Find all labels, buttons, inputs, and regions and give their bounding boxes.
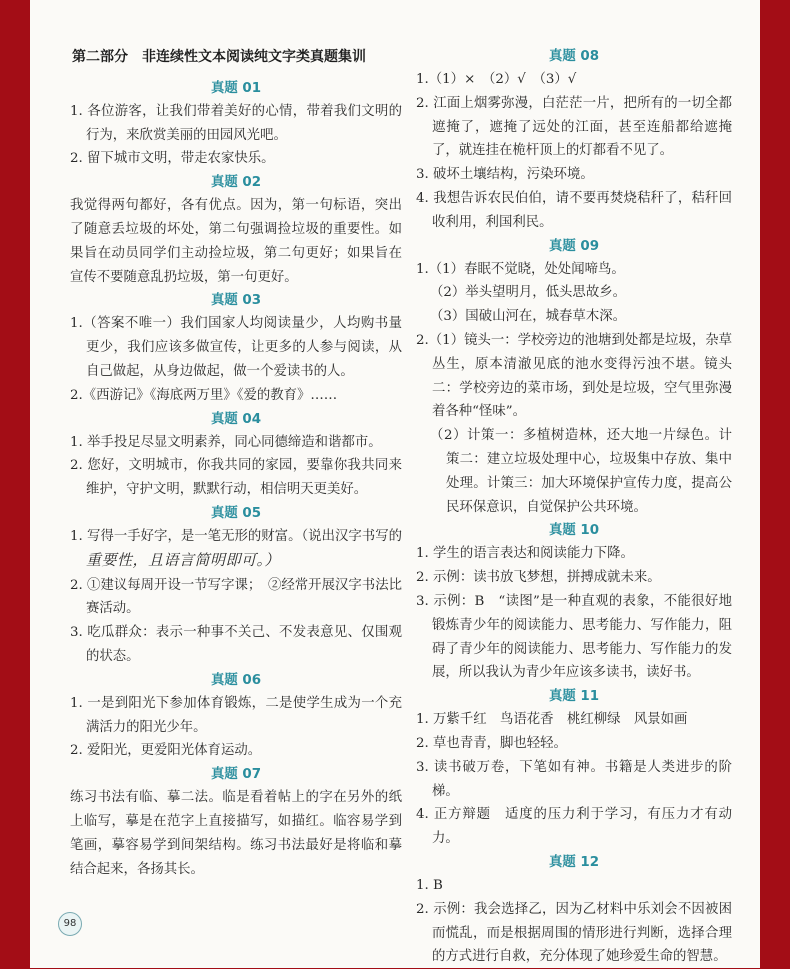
answer-05-3: 3. 吃瓜群众：表示一种事不关己、不发表意见、仅围观的状态。 bbox=[70, 625, 402, 664]
section-title-09: 真题 09 bbox=[548, 238, 600, 254]
answer-08-1: 1.（1）× （2）√ （3）√ bbox=[416, 72, 577, 87]
section-title-07: 真题 07 bbox=[210, 767, 262, 783]
handwritten-note: 重要性，且语言简明即可。） bbox=[86, 550, 281, 569]
section-title-02: 真题 02 bbox=[210, 175, 262, 191]
answer-10-3: 3. 示例：B “读图”是一种直观的表象，不能很好地锻炼青少年的阅读能力、思考能力、写作能力，阻碍了青少年的阅读能力、思考能力、写作能力的发展，所以我认为青少年应该多读书，读好书。 bbox=[416, 593, 732, 681]
answer-03-2: 2.《西游记》《海底两万里》《爱的教育》…… bbox=[70, 387, 338, 403]
answer-04-1: 1. 举手投足尽显文明素养，同心同德缔造和谐都市。 bbox=[70, 434, 382, 450]
part-title: 第二部分 非连续性文本阅读纯文字类真题集训 bbox=[72, 49, 366, 65]
section-title-03: 真题 03 bbox=[210, 293, 262, 309]
answer-08-4: 4. 我想告诉农民伯伯，请不要再焚烧秸秆了，秸秆回收利用，利国利民。 bbox=[416, 190, 732, 230]
answer-09-1-3: （3）国破山河在，城春草木深。 bbox=[430, 309, 626, 325]
answer-01-2: 2. 留下城市文明，带走农家快乐。 bbox=[70, 151, 275, 167]
answer-11-1: 1. 万紫千红 鸟语花香 桃红柳绿 风景如画 bbox=[416, 712, 688, 728]
section-title-06: 真题 06 bbox=[210, 672, 262, 688]
answer-10-1: 1. 学生的语言表达和阅读能力下降。 bbox=[416, 546, 634, 562]
answer-05-1-text: 1. 写得一手好字，是一笔无形的财富。（说出汉字书写的 bbox=[70, 528, 402, 544]
answer-01-1: 1. 各位游客，让我们带着美好的心情，带着我们文明的行为，来欣赏美丽的田园风光吧。 bbox=[70, 103, 402, 143]
answer-12-1: 1. B bbox=[416, 877, 443, 893]
answer-page bbox=[30, 0, 760, 968]
answer-11-2: 2. 草也青青，脚也轻轻。 bbox=[416, 735, 567, 751]
answer-09-2: 2.（1）镜头一：学校旁边的池塘到处都是垃圾，杂草丛生，原本清澈见底的池水变得污浊不堪。镜头二：学校旁边的菜市场，到处是垃圾，空气里弥漫着各种“怪味”。 bbox=[416, 332, 732, 420]
answer-11-4: 4. 正方辩题 适度的压力利于学习，有压力才有动力。 bbox=[416, 807, 732, 847]
section-title-04: 真题 04 bbox=[210, 411, 262, 427]
answer-08-2: 2. 江面上烟雾弥漫，白茫茫一片，把所有的一切全都遮掩了，遮掩了远处的江面，甚至连船都给遮掩了，就连挂在桅杆顶上的灯都看不见了。 bbox=[416, 95, 732, 159]
answer-05-1 bbox=[70, 525, 402, 574]
answer-02: 我觉得两句都好，各有优点。因为，第一句标语，突出了随意丢垃圾的坏处，第二句强调捡垃圾的重要性。如果旨在动员同学们主动捡垃圾，第二句更好；如果旨在宣传不要随意乱扔垃圾，第一句更好。 bbox=[70, 198, 402, 285]
answer-09-1-2: （2）举头望明月，低头思故乡。 bbox=[430, 285, 626, 301]
answer-12-2: 2. 示例：我会选择乙，因为乙材料中乐刘会不因被困而慌乱，而是根据周围的情形进行判断，选择合理的方式进行自救，充分体现了她珍爱生命的智慧。 bbox=[416, 901, 732, 965]
answer-04-2: 2. 您好，文明城市，你我共同的家园，要靠你我共同来维护，守护文明，默默行动，相信明天更美好。 bbox=[70, 458, 402, 498]
section-title-12: 真题 12 bbox=[548, 854, 600, 870]
section-title-11: 真题 11 bbox=[548, 689, 600, 705]
answer-06-1: 1. 一是到阳光下参加体育锻炼，二是使学生成为一个充满活力的阳光少年。 bbox=[70, 695, 402, 735]
answer-07: 练习书法有临、摹二法。临是看着帖上的字在另外的纸上临写，摹是在范字上直接描写，如描红。临容易学到笔画，摹容易学到间架结构。练习书法最好是将临和摹结合起来，各扬其长。 bbox=[70, 790, 402, 877]
answer-05-2: 2. ①建议每周开设一节写字课； ②经常开展汉字书法比赛活动。 bbox=[70, 577, 402, 617]
answer-03-1: 1.（答案不唯一）我们国家人均阅读量少，人均购书量更少，我们应该多做宣传，让更多的人参与阅读，从自己做起，从身边做起，做一个爱读书的人。 bbox=[70, 316, 402, 379]
answer-10-2: 2. 示例：读书放飞梦想，拼搏成就未来。 bbox=[416, 570, 661, 586]
answer-09-2-2: （2）计策一：多植树造林，还大地一片绿色。计策二：建立垃圾处理中心，垃圾集中存放、集中处理。计策三：加大环境保护宣传力度，提高公民环保意识，自觉保护公共环境。 bbox=[430, 428, 732, 515]
answer-06-2: 2. 爱阳光，更爱阳光体育运动。 bbox=[70, 743, 262, 759]
answer-08-3: 3. 破坏土壤结构，污染环境。 bbox=[416, 167, 594, 183]
section-title-01: 真题 01 bbox=[210, 80, 262, 96]
section-title-05: 真题 05 bbox=[210, 505, 262, 521]
answer-09-1: 1.（1）春眠不觉晓，处处闻啼鸟。 bbox=[416, 261, 625, 277]
section-title-10: 真题 10 bbox=[548, 523, 600, 539]
left-column bbox=[70, 0, 402, 881]
page-number: 98 bbox=[58, 912, 82, 936]
right-column bbox=[416, 0, 732, 969]
section-title-08: 真题 08 bbox=[548, 49, 600, 64]
answer-11-3: 3. 读书破万卷，下笔如有神。书籍是人类进步的阶梯。 bbox=[416, 759, 732, 799]
